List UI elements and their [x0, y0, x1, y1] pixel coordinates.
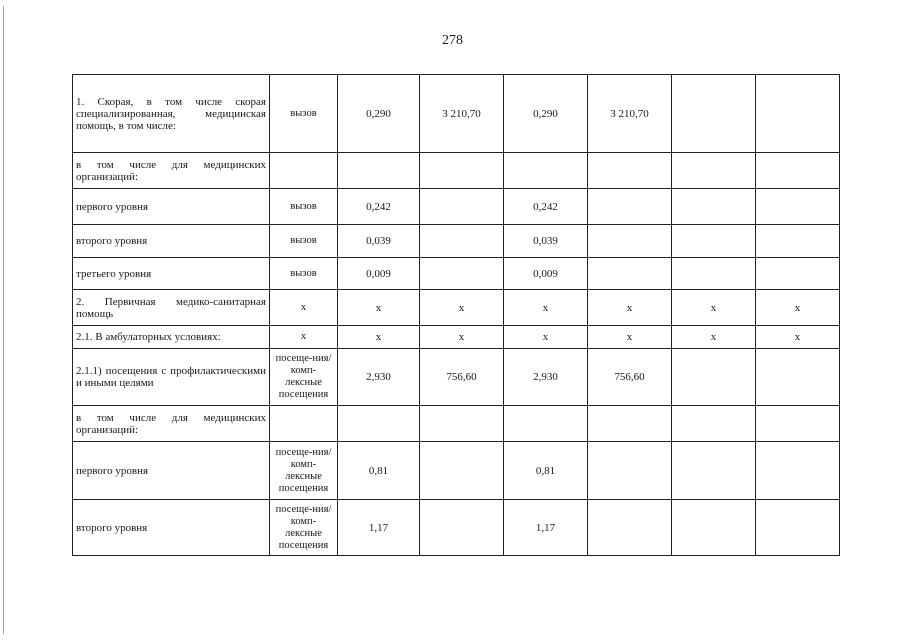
value-cell: 756,60 [420, 349, 504, 406]
row-name-cell: первого уровня [73, 189, 270, 225]
value-cell: х [420, 290, 504, 326]
value-cell: 0,039 [504, 225, 588, 258]
value-cell [756, 258, 840, 290]
value-cell: х [588, 326, 672, 349]
unit-cell [270, 153, 338, 189]
value-cell: 0,242 [504, 189, 588, 225]
page-number: 278 [442, 33, 463, 48]
unit-cell: х [270, 326, 338, 349]
value-cell [420, 406, 504, 442]
value-cell: х [672, 326, 756, 349]
table-row [73, 406, 840, 442]
value-cell: 0,81 [504, 442, 588, 500]
value-cell: х [504, 326, 588, 349]
value-cell: 1,17 [504, 500, 588, 556]
value-cell [588, 442, 672, 500]
value-cell: 0,81 [338, 442, 420, 500]
table-row [73, 500, 840, 556]
row-name-cell: 1. Скорая, в том числе скорая специализированная, медицинская помощь, в том числе: [73, 75, 270, 153]
value-cell [756, 189, 840, 225]
value-cell: х [588, 290, 672, 326]
row-name-cell: в том числе для медицинских организаций: [73, 406, 270, 442]
page-edge-line [3, 6, 4, 634]
value-cell: 0,009 [504, 258, 588, 290]
unit-cell: х [270, 290, 338, 326]
table-row [73, 349, 840, 406]
table-row [73, 225, 840, 258]
value-cell [588, 406, 672, 442]
value-cell [672, 500, 756, 556]
value-cell [420, 442, 504, 500]
value-cell: 3 210,70 [588, 75, 672, 153]
value-cell [504, 406, 588, 442]
value-cell [672, 225, 756, 258]
value-cell [756, 153, 840, 189]
value-cell [420, 153, 504, 189]
table-row [73, 75, 840, 153]
row-name-cell: в том числе для медицинских организаций: [73, 153, 270, 189]
unit-cell: посеще-ния/комп-лексные посещения [270, 500, 338, 556]
row-name-cell: второго уровня [73, 225, 270, 258]
value-cell: 2,930 [504, 349, 588, 406]
value-cell [588, 189, 672, 225]
value-cell [504, 153, 588, 189]
table-row [73, 258, 840, 290]
unit-cell: вызов [270, 189, 338, 225]
value-cell: х [756, 326, 840, 349]
value-cell: 2,930 [338, 349, 420, 406]
unit-cell [270, 406, 338, 442]
table-row [73, 326, 840, 349]
value-cell: х [338, 326, 420, 349]
value-cell [420, 258, 504, 290]
value-cell [588, 153, 672, 189]
value-cell: 0,290 [338, 75, 420, 153]
value-cell: 0,242 [338, 189, 420, 225]
value-cell [588, 500, 672, 556]
value-cell [672, 349, 756, 406]
value-cell [588, 225, 672, 258]
row-name-cell: третьего уровня [73, 258, 270, 290]
table-row [73, 153, 840, 189]
unit-cell: вызов [270, 258, 338, 290]
row-name-cell: 2. Первичная медико-санитарная помощь [73, 290, 270, 326]
value-cell [672, 442, 756, 500]
unit-cell: вызов [270, 225, 338, 258]
value-cell [338, 406, 420, 442]
value-cell [756, 75, 840, 153]
value-cell [672, 189, 756, 225]
value-cell [672, 75, 756, 153]
table-row [73, 442, 840, 500]
value-cell: х [338, 290, 420, 326]
table-row [73, 189, 840, 225]
row-name-cell: 2.1.1) посещения с профилактическими и иными целями [73, 349, 270, 406]
row-name-cell: второго уровня [73, 500, 270, 556]
value-cell [338, 153, 420, 189]
value-cell: 0,039 [338, 225, 420, 258]
data-table [72, 74, 840, 556]
value-cell [588, 258, 672, 290]
value-cell [756, 406, 840, 442]
value-cell [756, 500, 840, 556]
value-cell: 0,009 [338, 258, 420, 290]
value-cell: х [672, 290, 756, 326]
value-cell [420, 189, 504, 225]
value-cell: 3 210,70 [420, 75, 504, 153]
value-cell: 1,17 [338, 500, 420, 556]
value-cell [756, 442, 840, 500]
value-cell [672, 406, 756, 442]
value-cell [756, 349, 840, 406]
value-cell: 0,290 [504, 75, 588, 153]
value-cell [672, 258, 756, 290]
table-body [73, 75, 840, 556]
value-cell [756, 225, 840, 258]
value-cell [420, 500, 504, 556]
unit-cell: посеще-ния/комп-лексные посещения [270, 442, 338, 500]
unit-cell: вызов [270, 75, 338, 153]
value-cell: х [756, 290, 840, 326]
value-cell [420, 225, 504, 258]
table-row [73, 290, 840, 326]
row-name-cell: первого уровня [73, 442, 270, 500]
value-cell: х [504, 290, 588, 326]
value-cell [672, 153, 756, 189]
value-cell: х [420, 326, 504, 349]
value-cell: 756,60 [588, 349, 672, 406]
unit-cell: посеще-ния/комп-лексные посещения [270, 349, 338, 406]
row-name-cell: 2.1. В амбулаторных условиях: [73, 326, 270, 349]
